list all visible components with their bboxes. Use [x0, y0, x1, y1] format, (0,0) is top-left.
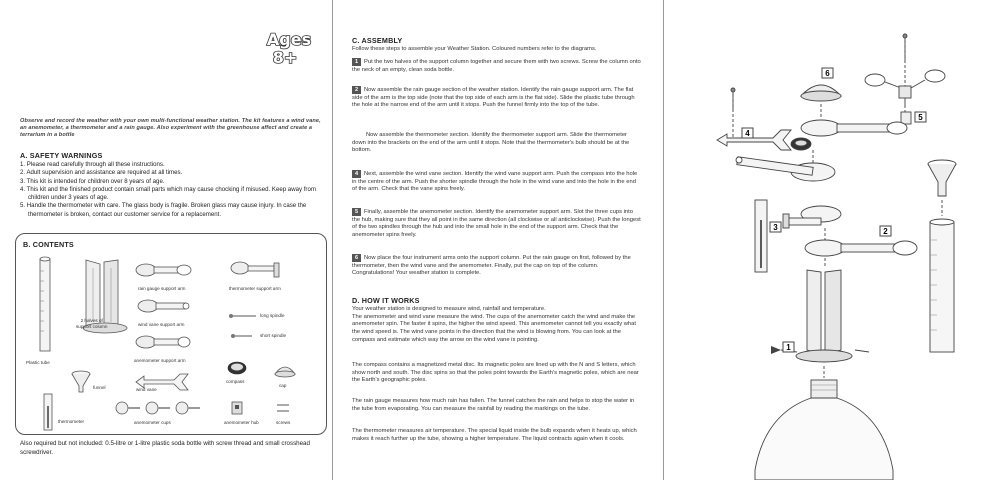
funnel-image: [70, 370, 92, 394]
plastic-tube-label: Plastic tube: [26, 360, 50, 365]
step-text: Finally, assemble the anemometer section. Identify the anemometer support arm. Slot the three cups into the hub, making sure that they all point in the same direction (all clockwise or all anticlockwise). Push the longest of the two spindles through the hub and into the small hole in the end of the support arm. Check that the anemometer spins freely.: [352, 209, 641, 239]
assembly-step-6: [352, 254, 642, 278]
short-spindle-label: short spindle: [260, 333, 287, 338]
tag-4: 4: [745, 129, 750, 138]
compass-label: compass: [226, 379, 245, 384]
rain-gauge-arm-label: rain gauge support arm: [138, 286, 186, 291]
safety-title: A. SAFETY WARNINGS: [20, 151, 103, 160]
thermometer-arm-image: [228, 258, 288, 284]
anemometer-hub-label: anemometer hub: [224, 420, 259, 425]
safety-list: [20, 161, 328, 219]
safety-item: 3. This kit is intended for children over 8 years of age.: [20, 177, 165, 185]
screws-image: [274, 402, 294, 414]
assembly-step-3: [352, 132, 642, 155]
panel-left: [0, 0, 333, 480]
tag-6: 6: [825, 69, 830, 78]
anemometer-cups-label: anemometer cups: [134, 420, 171, 425]
ages-line2: 8+: [272, 48, 298, 67]
assembly-intro: Follow these steps to assemble your Weather Station. Coloured numbers refer to the diagrams.: [352, 46, 597, 52]
plastic-tube-image: [34, 256, 56, 356]
assembly-step-1: [352, 58, 642, 74]
step-text: Next, assemble the wind vane section. Identify the wind vane support arm. Push the compass into the hole in the centre of the arm. Push the shorter spindle through the hole in the wind vane and into the hole in the end of the arm. Check that the vane spins freely.: [352, 171, 638, 193]
step-number: 4: [352, 170, 361, 178]
short-spindle-image: [230, 332, 254, 340]
step-number: 2: [352, 86, 361, 94]
how-para-4: The thermometer measures air temperature. The special liquid inside the bulb expands when it heats up, which makes it reach further up the tube, showing a higher temperature. The liquid contracts again when it cools.: [352, 428, 637, 442]
panel-right: [665, 0, 1000, 480]
wind-vane-arm-label: wind vane support arm: [138, 322, 185, 327]
wind-vane-arm-image: [134, 294, 194, 320]
compass-image: [226, 360, 248, 376]
cap-label: cap: [279, 383, 287, 388]
contents-box: [15, 233, 327, 435]
step-number: 6: [352, 254, 361, 262]
long-spindle-label: long spindle: [260, 313, 285, 318]
step-text: Now assemble the thermometer section. Identify the thermometer support arm. Slide the thermometer down into the brackets on the end of the arm until it stops. Note that the thermometer's bulb should be at the bottom.: [352, 132, 630, 154]
how-para-3: The rain gauge measures how much rain has fallen. The funnel catches the rain and helps to stop the water in the tube from evaporating. You can measure the rainfall by reading the markings on the tube.: [352, 398, 635, 412]
anemometer-arm-label: anemometer support arm: [134, 358, 186, 363]
footnote: Also required but not included: 0.5-litre or 1-litre plastic soda bottle with screw thread and small crosshead screwdriver.: [20, 440, 310, 456]
assembly-step-5: [352, 208, 642, 240]
how-para-1: Your weather station is designed to measure wind, rainfall and temperature. The anemometer and wind vane measure the wind. The cups of the anemometer catch the wind and make the anemometer spin. The faster it spins, the higher the wind speed. This anemometer cannot tell you exactly what the wind speed is. The wind vane points in the direction that the wind is blowing from. You can look at the compass and estimate which way the arrow on the wind vane is pointing.: [352, 306, 636, 343]
tag-1: 1: [786, 343, 791, 352]
safety-item: 5. Handle the thermometer with care. The glass body is fragile. Broken glass may cause injury. In case the thermometer is broken, contact our customer service for a replacement.: [20, 202, 307, 218]
ages-badge: [264, 28, 314, 68]
safety-item: 2. Adult supervision and assistance are required at all times.: [20, 169, 183, 177]
how-it-works-title: D. HOW IT WORKS: [352, 296, 420, 305]
anemometer-cups-image: [112, 400, 202, 416]
ages-line1: Ages: [266, 30, 312, 49]
step-number: 1: [352, 58, 361, 66]
support-column-label: 2 halves of support column: [76, 318, 108, 329]
thermometer-image: [40, 392, 56, 432]
funnel-label: funnel: [93, 385, 106, 390]
step-text: Put the two halves of the support column together and secure them with two screws. Screw the column onto the neck of an empty, clean soda bottle.: [352, 59, 641, 73]
panel-middle: [334, 0, 664, 480]
tag-5: 5: [918, 113, 923, 122]
assembly-diagram: [665, 0, 1000, 480]
anemometer-hub-image: [230, 400, 244, 416]
how-para-2: The compass contains a magnetized metal disc. Its magnetic poles are lined up with the N and S letters, which show north and south. The disc spins so that the poles point towards the Earth's magnetic poles, which are near the Earth's geographic poles.: [352, 362, 639, 384]
long-spindle-image: [228, 312, 258, 320]
safety-item: 4. This kit and the finished product contain small parts which may cause chocking if misused. Keep away from children under 3 years of age.: [20, 185, 316, 202]
step-number: 5: [352, 208, 361, 216]
tag-2: 2: [883, 227, 888, 236]
screws-label: screws: [276, 420, 291, 425]
intro-text: Observe and record the weather with your own multi-functional weather station. The kit features a wind vane, an anemometer, a thermometer and a rain gauge. Also experiment with the greenhouse affect and create a terrarium in a bottle: [20, 118, 321, 138]
thermometer-arm-label: thermometer support arm: [229, 286, 281, 291]
safety-item: 1. Please read carefully through all these instructions.: [20, 161, 165, 168]
rain-gauge-arm-image: [134, 258, 194, 284]
cap-image: [272, 362, 298, 380]
assembly-step-4: [352, 170, 642, 194]
step-text: Now place the four instrument arms onto the support column. Put the rain gauge on first, followed by the thermometer, then the wind vane and the anemometer. Finally, put the cap on top of the column. Congratulations! Your weather station is complete.: [352, 255, 631, 277]
tag-3: 3: [773, 223, 778, 232]
assembly-step-2: [352, 86, 642, 110]
anemometer-arm-image: [134, 330, 194, 356]
thermometer-label: thermometer: [58, 419, 85, 424]
wind-vane-label: wind vane: [136, 387, 157, 392]
contents-title: B. CONTENTS: [23, 240, 74, 249]
step-text: Now assemble the rain gauge section of the weather station. Identify the rain gauge support arm. The flat side of the arm is the top side (note that the top side of each arm is the flat side). Slide the plastic tube through the hole at the narrow end of the arm until it stops. Push the funnel firmly into the top of the tube.: [352, 87, 635, 109]
assembly-title: C. ASSEMBLY: [352, 36, 403, 45]
